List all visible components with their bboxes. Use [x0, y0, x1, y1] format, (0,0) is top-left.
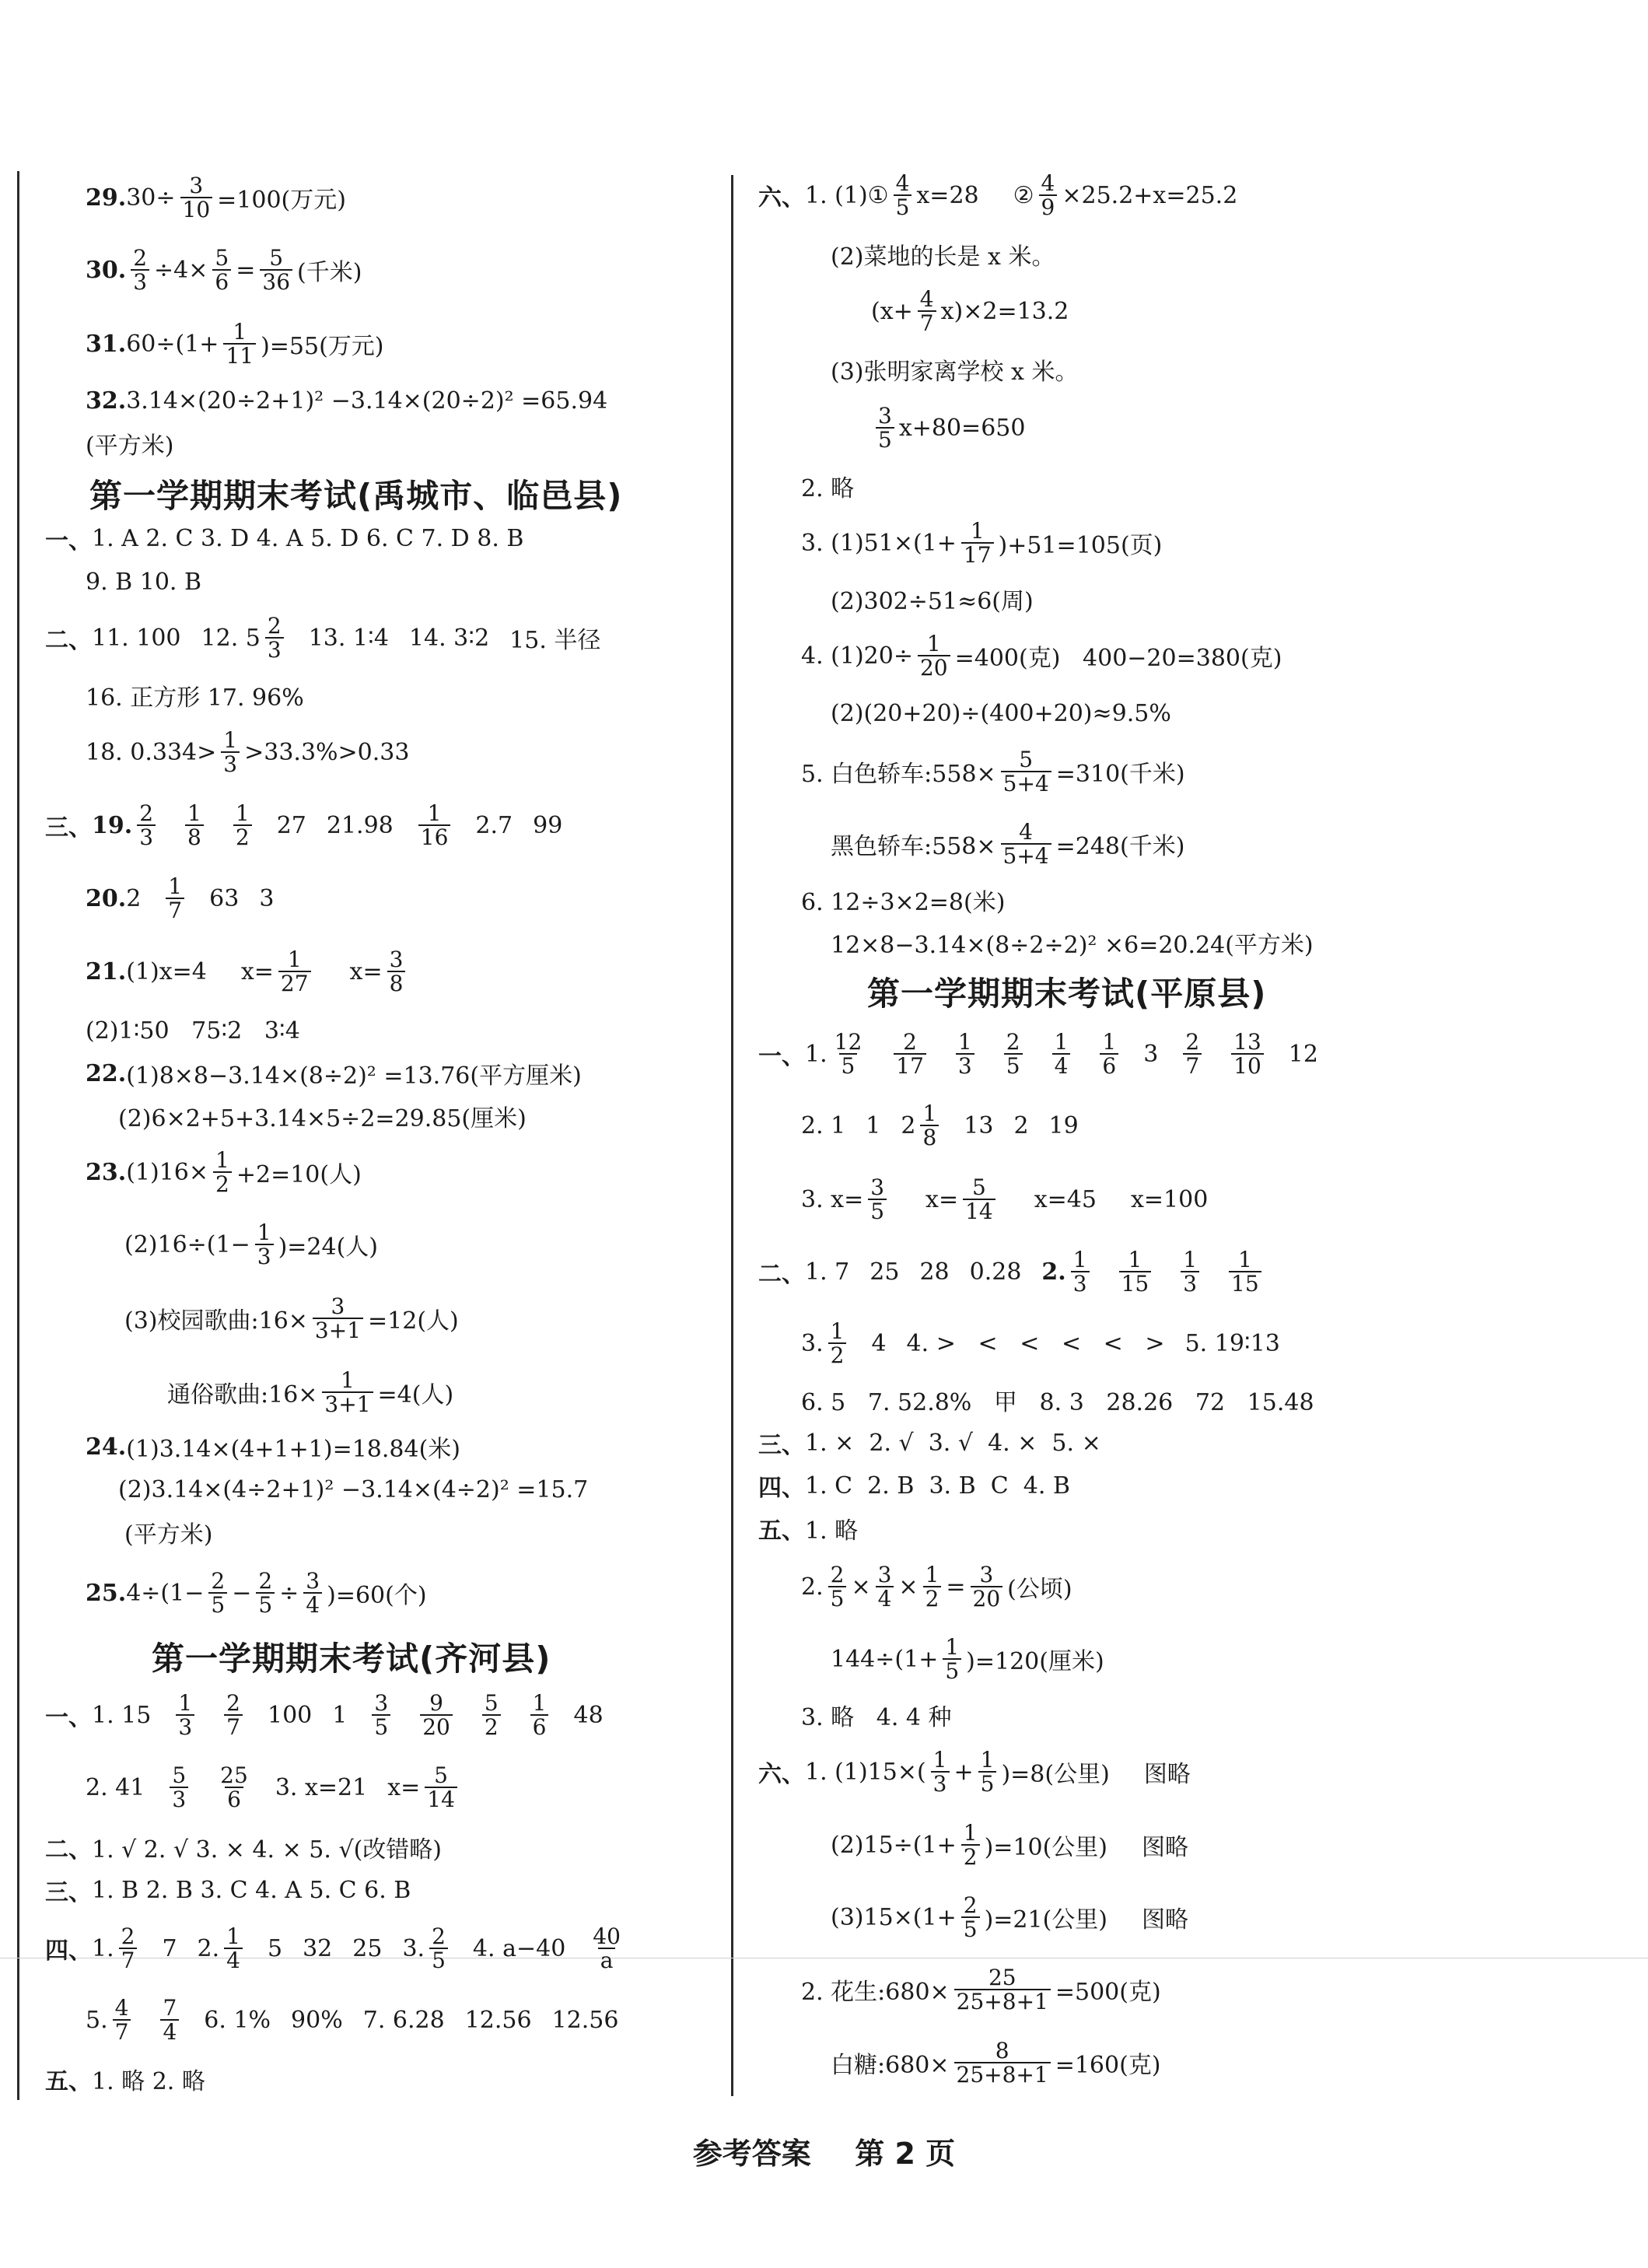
fraction: $\frac{3}{4}$: [876, 1563, 894, 1611]
pingyuan-6-2: 2. 花生:680× $\frac{25}{25+8+1}$ =500(克): [801, 1964, 1161, 2014]
fraction: $\frac{3}{20}$: [971, 1563, 1003, 1611]
r-6-2: 2. 略: [801, 475, 855, 502]
answer-32: 32. 3.14×(20÷2+1)² −3.14×(20÷2)² =65.94: [86, 387, 608, 415]
fraction: $\frac{9}{20}$: [420, 1692, 453, 1739]
fraction: $\frac{4}{5+4}$: [1001, 821, 1051, 868]
yucheng-18: 18. 0.334> $\frac{1}{3}$ >33.3%>0.33: [86, 726, 410, 777]
fraction: $\frac{1}{2}$: [213, 1149, 232, 1196]
fraction: $\frac{4}{7}$: [918, 288, 936, 335]
section-title-yucheng: 第一学期期末考试(禹城市、临邑县): [89, 477, 623, 515]
r-6-4: 4. (1)20÷ $\frac{1}{20}$ =400(克) 400−20=380(克): [801, 630, 1282, 681]
pingyuan-1-2: 2. 1 1 2 $\frac{1}{8}$ 13 2 19: [801, 1100, 1079, 1150]
fraction: $\frac{5}{14}$: [963, 1176, 995, 1223]
answer-31: 31. 60÷(1+ $\frac{1}{11}$ )=55(万元): [86, 318, 384, 369]
fraction: $\frac{1}{4}$: [1052, 1031, 1071, 1078]
fraction: $\frac{1}{20}$: [918, 632, 950, 680]
fraction: $\frac{1}{17}$: [961, 520, 994, 567]
fraction: $\frac{1}{6}$: [1100, 1031, 1118, 1078]
yucheng-25: 25. 4÷(1− $\frac{2}{5}$ − $\frac{2}{5}$ ÷ $\frac{3}{4}$ )=60(个): [86, 1567, 427, 1618]
page-number: 第 2 页: [855, 2137, 956, 2171]
fraction: $\frac{1}{3}$: [221, 729, 240, 776]
qihe-part3: 三、 1. B 2. B 3. C 4. A 5. C 6. B: [45, 1876, 411, 1906]
fraction: $\frac{2}{5}$: [828, 1563, 847, 1611]
fraction: $\frac{1}{7}$: [166, 875, 184, 922]
fraction: $\frac{2}{17}$: [894, 1031, 926, 1078]
pingyuan-5-2b: 144÷(1+ $\frac{1}{5}$ )=120(厘米): [831, 1633, 1104, 1684]
yucheng-20: 20. 2 $\frac{1}{7}$ 63 3: [86, 873, 275, 923]
yucheng-22: 22. (1)8×8−3.14×(8÷2)² =13.76(平方厘米): [86, 1059, 582, 1090]
fraction: $\frac{1}{15}$: [1229, 1248, 1261, 1296]
fraction: $\frac{1}{3}$: [176, 1692, 194, 1739]
fraction: $\frac{3}{5}$: [876, 404, 894, 452]
answer-30: 30. $\frac{2}{3}$ ÷4× $\frac{5}{6}$ = $\frac{5}{36}$ (千米): [86, 244, 362, 295]
fraction: $\frac{7}{4}$: [160, 1997, 179, 2044]
qihe-part4-1: 四、 1. $\frac{2}{7}$ 7 2. $\frac{1}{4}$ 5 32 25 3. $\frac{2}{5}$ 4. a−40 $\frac{40}{a}$: [45, 1913, 628, 1983]
yucheng-24-1: 24. (1)3.14×(4+1+1)=18.84(米): [86, 1433, 461, 1463]
pingyuan-6-1-2: (2)15÷(1+ $\frac{1}{2}$ )=10(公里) 图略: [831, 1819, 1188, 1870]
r-6-1-3-eq: $\frac{3}{5}$ x+80=650: [871, 393, 1025, 463]
fraction: $\frac{3}{4}$: [303, 1570, 322, 1617]
qihe-part1-1: 一、 1. 15 $\frac{1}{3}$ $\frac{2}{7}$ 100 1 $\frac{3}{5}$ $\frac{9}{20}$ $\frac{5}{2}$ $\frac{1}{6}$ 48: [45, 1689, 604, 1740]
section-title-qihe: 第一学期期末考试(齐河县): [152, 1640, 551, 1678]
yucheng-23-1: 23. (1)16× $\frac{1}{2}$ +2=10(人): [86, 1146, 362, 1197]
r-6-3-2: (2)302÷51≈6(周): [831, 588, 1034, 615]
fraction: $\frac{5}{14}$: [425, 1764, 457, 1811]
fraction: $\frac{1}{2}$: [961, 1822, 980, 1869]
fraction: $\frac{3}{3+1}$: [313, 1295, 363, 1342]
yucheng-21: 21. (1)x=4 x= $\frac{1}{27}$ x= $\frac{3}{8}$: [86, 936, 410, 1006]
footer-label: 参考答案: [692, 2137, 811, 2171]
fraction: $\frac{12}{5}$: [834, 1028, 862, 1079]
yucheng-21-2: (2)1∶50 75∶2 3∶4: [86, 1017, 300, 1045]
fraction: $\frac{2}{5}$: [256, 1570, 275, 1617]
fraction: $\frac{13}{10}$: [1231, 1031, 1264, 1078]
yucheng-22-2: (2)6×2+5+3.14×5÷2=29.85(厘米): [118, 1105, 527, 1132]
r-6-4-2: (2)(20+20)÷(400+20)≈9.5%: [831, 699, 1171, 727]
fraction: $\frac{3}{5}$: [372, 1692, 390, 1739]
fraction: $\frac{5}{3}$: [170, 1764, 188, 1811]
pingyuan-1-1: 一、 1. $\frac{12}{5}$ $\frac{2}{17}$ $\frac{1}{3}$ $\frac{2}{5}$ $\frac{1}{4}$ $\frac{1}{6}$ 3 $\frac{2}{7}$ $\frac{13}{10}$ 12: [758, 1028, 1318, 1079]
pingyuan-5-2: 2. $\frac{2}{5}$ × $\frac{3}{4}$ × $\frac{1}{2}$ = $\frac{3}{20}$ (公顷): [801, 1561, 1072, 1612]
fraction: $\frac{2}{5}$: [429, 1925, 448, 1972]
fraction: $\frac{1}{27}$: [278, 948, 311, 996]
yucheng-19: 三、 19. $\frac{2}{3}$ $\frac{1}{8}$ $\frac{1}{2}$ 27 21.98 $\frac{1}{16}$ 2.7 99: [45, 800, 563, 850]
page-footer: [0, 2130, 1648, 2172]
r-6-3: 3. (1)51×(1+ $\frac{1}{17}$ )+51=105(页): [801, 517, 1163, 568]
fraction: $\frac{5}{6}$: [212, 247, 231, 294]
pingyuan-2-6: 6. 5 7. 52.8% 甲 8. 3 28.26 72 15.48: [801, 1389, 1314, 1416]
yucheng-part2: 二、 11. 100 12. 5 $\frac{2}{3}$ 13. 1∶4 14. 3∶2 15. 半径: [45, 612, 601, 663]
pingyuan-5-3: 3. 略 4. 4 种: [801, 1704, 952, 1731]
fraction: $\frac{3}{5}$: [868, 1176, 887, 1223]
fraction: $\frac{1}{2}$: [828, 1320, 847, 1367]
yucheng-23-4: 通俗歌曲:16× $\frac{1}{3+1}$ =4(人): [167, 1367, 454, 1417]
fraction: $\frac{1}{5}$: [943, 1636, 961, 1683]
qihe-part2: 二、 1. √ 2. √ 3. × 4. × 5. √(改错略): [45, 1836, 442, 1864]
fraction: $\frac{5}{2}$: [482, 1692, 501, 1739]
pingyuan-3: 三、 1. × 2. √ 3. √ 4. × 5. ×: [758, 1429, 1101, 1459]
fraction: $\frac{1}{2}$: [233, 802, 252, 849]
yucheng-16: 16. 正方形 17. 96%: [86, 684, 304, 712]
fraction: $\frac{1}{8}$: [920, 1102, 939, 1150]
fraction: $\frac{1}{16}$: [418, 802, 451, 849]
fraction: $\frac{5}{5+4}$: [1001, 748, 1051, 796]
pingyuan-6-1-3: (3)15×(1+ $\frac{2}{5}$ )=21(公里) 图略: [831, 1892, 1188, 1942]
r-6-1-2: (2)菜地的长是 x 米。: [831, 243, 1055, 271]
qihe-part4-2: 5. $\frac{4}{7}$ $\frac{7}{4}$ 6. 1% 90% 7. 6.28 12.56 12.56: [86, 1994, 619, 2045]
fraction: $\frac{2}{5}$: [1004, 1031, 1023, 1078]
r-6-6-2: 12×8−3.14×(8÷2÷2)² ×6=20.24(平方米): [831, 932, 1314, 959]
qihe-part1-2: 2. 41 $\frac{5}{3}$ $\frac{25}{6}$ 3. x=21 x= $\frac{5}{14}$: [86, 1752, 462, 1822]
pingyuan-1-3: 3. x= $\frac{3}{5}$ x= $\frac{5}{14}$ x=45 x=100: [801, 1174, 1209, 1224]
qihe-part5: 五、 1. 略 2. 略: [45, 2068, 205, 2095]
left-margin-rule: [17, 171, 19, 2100]
fraction: $\frac{25}{6}$: [220, 1762, 248, 1812]
pingyuan-6-1: 六、 1. (1)15×( $\frac{1}{3}$ + $\frac{1}{5}$ )=8(公里) 图略: [758, 1746, 1191, 1797]
fraction: $\frac{1}{8}$: [185, 802, 204, 849]
fraction: $\frac{1}{2}$: [923, 1563, 942, 1611]
fraction: $\frac{4}{5}$: [894, 172, 912, 219]
fraction: $\frac{25}{25+8+1}$: [954, 1966, 1051, 2014]
fraction: $\frac{3}{10}$: [180, 174, 213, 222]
fraction: $\frac{4}{9}$: [1039, 172, 1058, 219]
fraction: $\frac{5}{36}$: [260, 247, 292, 294]
fraction: $\frac{2}{5}$: [208, 1570, 227, 1617]
r-6-6: 6. 12÷3×2=8(米): [801, 889, 1006, 916]
yucheng-24-2: (2)3.14×(4÷2+1)² −3.14×(4÷2)² =15.7: [118, 1475, 589, 1503]
yucheng-part1: 一、 1. A 2. C 3. D 4. A 5. D 6. C 7. D 8. B: [45, 524, 524, 555]
fraction: $\frac{2}{7}$: [1183, 1031, 1202, 1078]
section-title-pingyuan: 第一学期期末考试(平原县): [867, 975, 1267, 1013]
pingyuan-2-3: 3. $\frac{1}{2}$ 4 4. > < < < < > 5. 19∶13: [801, 1318, 1280, 1368]
fraction: $\frac{2}{7}$: [224, 1692, 243, 1739]
fraction: $\frac{3}{8}$: [387, 948, 406, 996]
r-6-5-2: 黑色轿车:558× $\frac{4}{5+4}$ =248(千米): [831, 818, 1185, 869]
fraction: $\frac{1}{3}$: [1071, 1248, 1090, 1296]
answer-29: 29. 30÷ $\frac{3}{10}$ =100(万元): [86, 172, 346, 222]
fraction: $\frac{1}{5}$: [978, 1748, 997, 1796]
fraction: $\frac{1}{15}$: [1119, 1248, 1152, 1296]
fraction: $\frac{2}{3}$: [131, 247, 149, 294]
yucheng-part1-cont: 9. B 10. B: [86, 568, 202, 596]
column-divider: [731, 175, 733, 2096]
fraction: $\frac{2}{3}$: [137, 802, 156, 849]
answer-32-unit: (平方米): [86, 432, 174, 460]
r-6-5: 5. 白色轿车:558× $\frac{5}{5+4}$ =310(千米): [801, 746, 1185, 796]
fraction: $\frac{1}{6}$: [530, 1692, 549, 1739]
fraction: $\frac{1}{3}$: [931, 1748, 950, 1796]
fraction: $\frac{1}{3+1}$: [322, 1369, 373, 1416]
pingyuan-5-1: 五、 1. 略: [758, 1517, 859, 1545]
r-6-1-3: (3)张明家离学校 x 米。: [831, 359, 1079, 386]
fraction: $\frac{2}{5}$: [961, 1894, 980, 1941]
pingyuan-4: 四、 1. C 2. B 3. B C 4. B: [758, 1472, 1070, 1502]
fraction: $\frac{1}{3}$: [1181, 1248, 1199, 1296]
fraction: $\frac{2}{7}$: [119, 1925, 138, 1972]
fraction: $\frac{4}{7}$: [113, 1997, 131, 2044]
fraction: $\frac{40}{a}$: [593, 1923, 621, 1973]
fraction: $\frac{1}{3}$: [255, 1221, 274, 1269]
r-6-1-2-eq: (x+ $\frac{4}{7}$ x)×2=13.2: [871, 285, 1069, 336]
fraction: $\frac{8}{25+8+1}$: [954, 2039, 1051, 2087]
r-6-1: 六、 1. (1)① $\frac{4}{5}$ x=28 ② $\frac{4}{9}$ ×25.2+x=25.2: [758, 170, 1238, 220]
fraction: $\frac{1}{11}$: [223, 320, 256, 368]
fraction: $\frac{1}{4}$: [224, 1925, 243, 1972]
yucheng-24-3: (平方米): [124, 1521, 213, 1549]
fraction: $\frac{2}{3}$: [265, 614, 284, 662]
pingyuan-2-1: 二、 1. 7 25 28 0.28 2. $\frac{1}{3}$ $\frac{1}{15}$ $\frac{1}{3}$ $\frac{1}{15}$: [758, 1237, 1266, 1307]
yucheng-23-3: (3)校园歌曲:16× $\frac{3}{3+1}$ =12(人): [124, 1293, 459, 1343]
fraction: $\frac{1}{3}$: [956, 1031, 974, 1078]
yucheng-23-2: (2)16÷(1− $\frac{1}{3}$ )=24(人): [124, 1219, 378, 1269]
pingyuan-6-2b: 白糖:680× $\frac{8}{25+8+1}$ =160(克): [831, 2037, 1161, 2088]
